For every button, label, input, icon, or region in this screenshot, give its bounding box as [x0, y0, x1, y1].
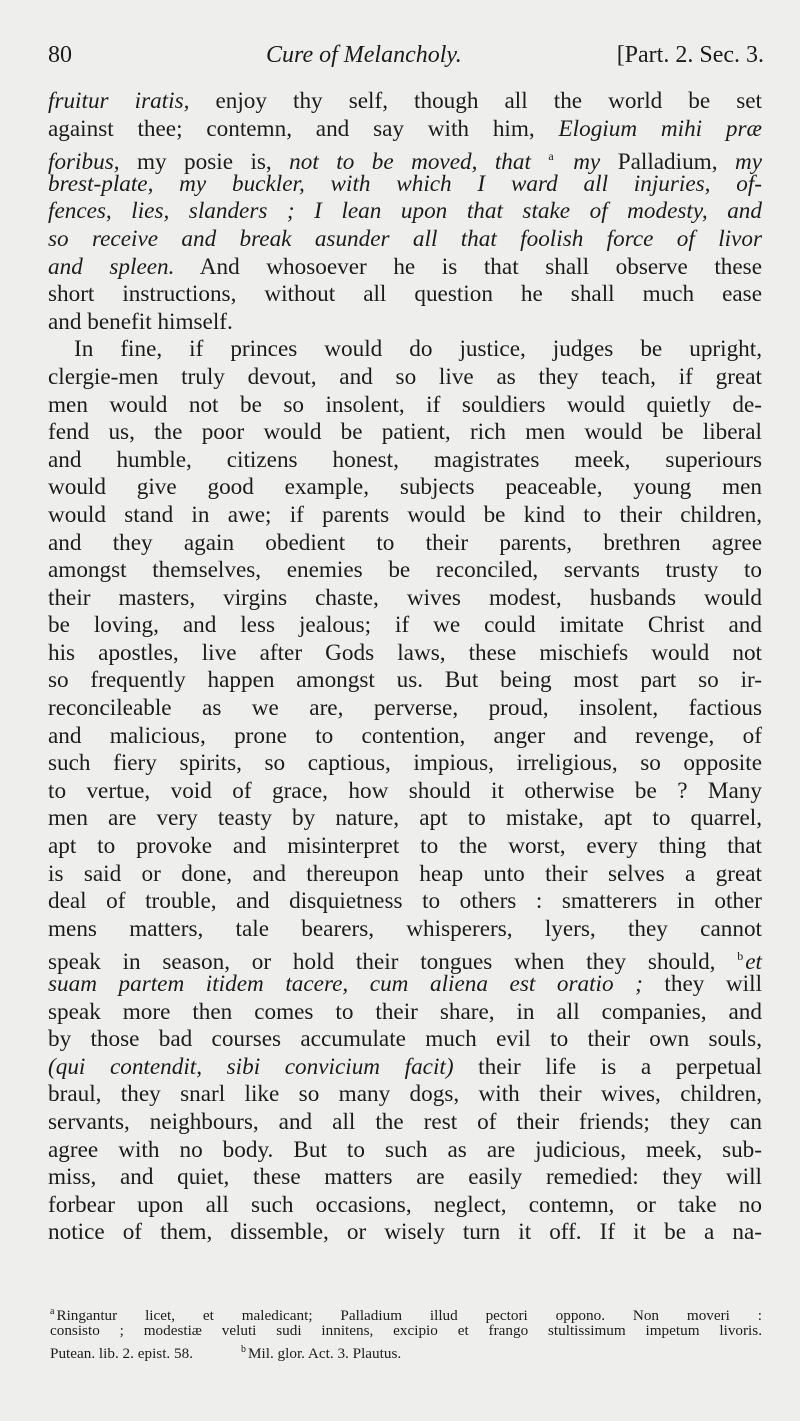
text-line: and they again obedient to their parents, brethren agree	[48, 529, 762, 556]
italic-phrase: fruitur iratis,	[48, 88, 190, 114]
footnote-text: Putean. lib. 2. epist. 58.	[50, 1345, 194, 1362]
text-line	[48, 116, 762, 144]
footnote-line: consisto ; modestiæ veluti sudi innitens, excipio et frango stultissimum impetum livoris.	[50, 1322, 762, 1339]
text-line: be loving, and less jealous; if we could imitate Christ and	[48, 612, 762, 639]
text-line: fences, lies, slanders ; I lean upon that stake of modesty, and	[48, 198, 762, 225]
text-line: and malicious, prone to contention, anger and revenge, of	[48, 722, 762, 749]
italic-phrase: my	[555, 149, 618, 176]
text-line	[48, 143, 763, 176]
text-line: In fine, if princes would do justice, judges be upright,	[74, 336, 762, 363]
text-line: so frequently happen amongst us. But being most part so ir-	[48, 667, 762, 694]
footnote-line	[50, 1340, 762, 1362]
footnote-marker: a	[548, 149, 554, 164]
text-segment: enjoy thy self, though all the world be set	[189, 88, 763, 114]
text-line: to vertue, void of grace, how should it otherwise be ? Many	[48, 777, 762, 804]
text-segment: my posie is,	[119, 149, 290, 176]
text-segment: And whosoever he is that shall observe these	[174, 253, 762, 280]
italic-phrase: suam partem itidem tacere, cum aliena est oratio ;	[48, 971, 643, 997]
text-line: apt to provoke and misinterpret to the worst, every thing that	[48, 833, 762, 860]
text-line: and benefit himself.	[48, 308, 233, 335]
italic-phrase: not to be moved, that	[289, 149, 531, 176]
text-line: would give good example, subjects peaceable, young men	[48, 474, 762, 501]
italic-phrase: et	[745, 949, 762, 976]
text-line: short instructions, without all question he shall much ease	[48, 281, 762, 308]
text-line: miss, and quiet, these matters are easily remedied: they will	[48, 1164, 762, 1191]
text-line: notice of them, dissemble, or wisely turn it off. If it be a na-	[48, 1219, 762, 1246]
text-line: reconcileable as we are, perverse, proud, insolent, factious	[48, 695, 762, 722]
page-number: 80	[48, 42, 72, 68]
text-segment: against thee; contemn, and say with him,	[48, 115, 559, 142]
footnote-marker: b	[241, 1344, 247, 1355]
text-line	[48, 254, 762, 282]
footnote-text: Ringantur licet, et maledicant; Palladium illud pectori oppono. Non moveri :	[56, 1307, 762, 1324]
text-line: clergie-men truly devout, and so live as they teach, if great	[48, 363, 762, 390]
text-line: so receive and break asunder all that foolish force of livor	[48, 225, 762, 252]
text-line: agree with no body. But to such as are judicious, meek, sub-	[48, 1136, 762, 1163]
text-line: servants, neighbours, and all the rest of their friends; they can	[48, 1108, 762, 1135]
italic-phrase: (qui contendit, sibi convicium facit)	[48, 1053, 454, 1080]
text-line	[48, 943, 762, 976]
page-header	[48, 42, 764, 76]
italic-phrase: and spleen.	[48, 253, 175, 280]
text-line: would stand in awe; if parents would be kind to their children,	[48, 501, 762, 528]
text-segment: they will	[642, 971, 763, 997]
text-line: deal of trouble, and disquietness to others : smatterers in other	[48, 888, 762, 915]
body-text	[48, 88, 762, 1247]
text-line: by those bad courses accumulate much evil to their own souls,	[48, 1026, 762, 1053]
text-line: speak more then comes to their share, in all companies, and	[48, 998, 762, 1025]
text-line: his apostles, live after Gods laws, these mischiefs would not	[48, 639, 762, 666]
text-line: such fiery spirits, so captious, impious, irreligious, so opposite	[48, 750, 762, 777]
text-segment: Palladium,	[617, 149, 718, 176]
text-line: and humble, citizens honest, magistrates meek, superiours	[48, 446, 762, 473]
text-line: forbear upon all such occasions, neglect, contemn, or take no	[48, 1191, 762, 1218]
italic-phrase: foribus,	[48, 149, 120, 176]
text-line	[48, 1054, 762, 1082]
text-line: mens matters, tale bearers, whisperers, lyers, they cannot	[48, 915, 762, 942]
section-reference: [Part. 2. Sec. 3.	[616, 42, 764, 68]
text-line: amongst themselves, enemies be reconciled, servants trusty to	[48, 557, 762, 584]
italic-phrase: my	[717, 149, 763, 176]
text-segment: their life is a perpetual	[453, 1053, 762, 1080]
text-segment: speak in season, or hold their tongues when they should,	[48, 949, 738, 976]
footnotes	[50, 1302, 762, 1362]
footnote-marker: a	[50, 1306, 55, 1317]
text-line	[48, 88, 762, 116]
text-line: brest-plate, my buckler, with which I ward all injuries, of-	[48, 170, 762, 197]
text-line: fend us, the poor would be patient, rich men would be liberal	[48, 419, 762, 446]
running-title: Cure of Melancholy.	[266, 42, 462, 68]
footnote-marker: b	[737, 949, 744, 964]
text-line: men would not be so insolent, if souldiers would quietly de-	[48, 391, 762, 418]
footnote-line	[50, 1302, 762, 1324]
italic-phrase: Elogium mihi præ	[558, 115, 762, 142]
text-line: their masters, virgins chaste, wives modest, husbands would	[48, 584, 762, 611]
text-line: is said or done, and thereupon heap unto their selves a great	[48, 860, 762, 887]
text-line: men are very teasty by nature, apt to mistake, apt to quarrel,	[48, 805, 762, 832]
text-line: braul, they snarl like so many dogs, with their wives, children,	[48, 1081, 762, 1108]
text-line	[48, 971, 762, 999]
footnote-text: Mil. glor. Act. 3. Plautus.	[248, 1345, 402, 1362]
